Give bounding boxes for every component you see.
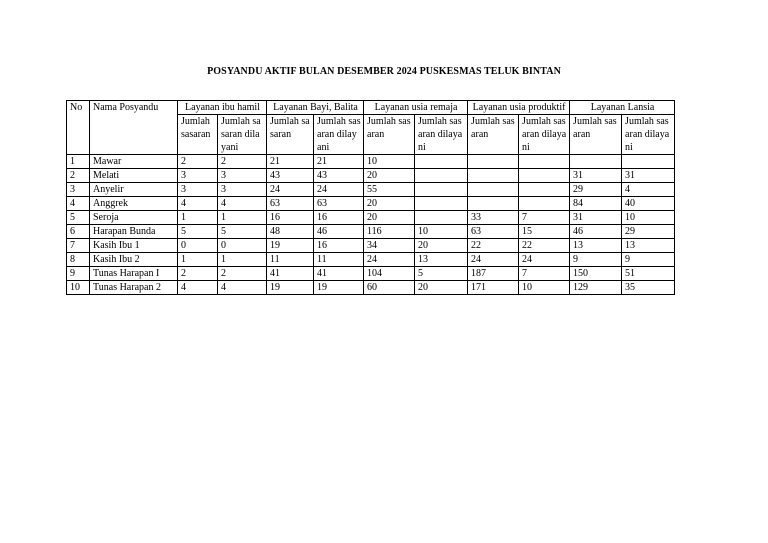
table-cell — [570, 155, 622, 169]
table-cell: 19 — [267, 281, 314, 295]
table-cell: 7 — [519, 211, 570, 225]
table-cell — [415, 211, 468, 225]
table-cell: 1 — [218, 253, 267, 267]
table-cell: 84 — [570, 197, 622, 211]
table-cell: 31 — [622, 169, 675, 183]
table-cell: 20 — [415, 239, 468, 253]
table-cell: 4 — [178, 197, 218, 211]
table-cell: 19 — [314, 281, 364, 295]
table-cell: 40 — [622, 197, 675, 211]
table-cell: 9 — [570, 253, 622, 267]
table-cell: Melati — [90, 169, 178, 183]
table-cell: 1 — [218, 211, 267, 225]
table-cell: 20 — [415, 281, 468, 295]
table-cell: 46 — [570, 225, 622, 239]
subheader-jumlah-sasaran: Jumlah sasaran — [267, 115, 314, 155]
table-row — [67, 225, 675, 239]
header-layanan-usia-remaja: Layanan usia remaja — [364, 101, 468, 115]
table-cell: 5 — [178, 225, 218, 239]
table-cell: 63 — [468, 225, 519, 239]
header-layanan-usia-produktif: Layanan usia produktif — [468, 101, 570, 115]
table-cell: 22 — [468, 239, 519, 253]
header-layanan-lansia: Layanan Lansia — [570, 101, 675, 115]
table-cell: 150 — [570, 267, 622, 281]
table-cell: 2 — [218, 155, 267, 169]
subheader-jumlah-sasaran-dilayani: Jumlah sasaran dilayani — [415, 115, 468, 155]
header-row-groups — [67, 101, 675, 115]
table-cell: Seroja — [90, 211, 178, 225]
table-cell — [519, 155, 570, 169]
table-row — [67, 267, 675, 281]
table-cell: 0 — [178, 239, 218, 253]
table-cell: 3 — [67, 183, 90, 197]
table-row — [67, 239, 675, 253]
table-cell: 29 — [570, 183, 622, 197]
table-row — [67, 253, 675, 267]
subheader-jumlah-sasaran: Jumlah sasaran — [178, 115, 218, 155]
table-cell: 13 — [622, 239, 675, 253]
table-cell — [468, 183, 519, 197]
table-cell: 20 — [364, 211, 415, 225]
posyandu-table — [66, 100, 675, 295]
table-cell: 34 — [364, 239, 415, 253]
table-cell: 19 — [267, 239, 314, 253]
subheader-jumlah-sasaran: Jumlah sasaran — [570, 115, 622, 155]
table-cell: 35 — [622, 281, 675, 295]
table-cell: 7 — [519, 267, 570, 281]
table-cell: 13 — [570, 239, 622, 253]
subheader-jumlah-sasaran-dilayani: Jumlah sasaran dilayani — [314, 115, 364, 155]
table-cell: 187 — [468, 267, 519, 281]
table-cell: 5 — [67, 211, 90, 225]
table-cell: 16 — [314, 211, 364, 225]
table-cell: 16 — [267, 211, 314, 225]
table-cell: 10 — [622, 211, 675, 225]
table-cell: 116 — [364, 225, 415, 239]
table-cell: 3 — [178, 169, 218, 183]
table-cell: 4 — [622, 183, 675, 197]
table-cell — [415, 169, 468, 183]
header-no: No — [67, 101, 90, 155]
table-cell: 63 — [314, 197, 364, 211]
table-row — [67, 281, 675, 295]
table-cell — [519, 183, 570, 197]
table-cell: 20 — [364, 169, 415, 183]
table-cell: Harapan Bunda — [90, 225, 178, 239]
table-cell: 16 — [314, 239, 364, 253]
table-cell — [519, 197, 570, 211]
table-cell: 24 — [364, 253, 415, 267]
table-cell: Anggrek — [90, 197, 178, 211]
table-row — [67, 211, 675, 225]
table-cell: 22 — [519, 239, 570, 253]
table-row — [67, 155, 675, 169]
table-cell: 43 — [267, 169, 314, 183]
table-cell: 24 — [267, 183, 314, 197]
table-cell: 41 — [314, 267, 364, 281]
table-cell: 4 — [218, 197, 267, 211]
table-cell: 10 — [415, 225, 468, 239]
table-cell: 21 — [314, 155, 364, 169]
table-cell: Tunas Harapan I — [90, 267, 178, 281]
table-cell: 4 — [178, 281, 218, 295]
table-cell — [519, 169, 570, 183]
subheader-jumlah-sasaran: Jumlah sasaran — [364, 115, 415, 155]
table-cell — [622, 155, 675, 169]
table-cell: 11 — [314, 253, 364, 267]
table-cell: 11 — [267, 253, 314, 267]
page-title: POSYANDU AKTIF BULAN DESEMBER 2024 PUSKESMAS TELUK BINTAN — [207, 66, 561, 77]
table-cell: Tunas Harapan 2 — [90, 281, 178, 295]
table-cell: 13 — [415, 253, 468, 267]
table-row — [67, 169, 675, 183]
table-cell: 10 — [364, 155, 415, 169]
table-cell: 63 — [267, 197, 314, 211]
table-body — [67, 155, 675, 295]
table-cell: 31 — [570, 211, 622, 225]
table-row — [67, 197, 675, 211]
table-cell: 51 — [622, 267, 675, 281]
table-cell: 48 — [267, 225, 314, 239]
table-cell: 10 — [67, 281, 90, 295]
table-cell: 24 — [468, 253, 519, 267]
table-cell: 6 — [67, 225, 90, 239]
table-cell: 2 — [178, 155, 218, 169]
table-cell: 1 — [67, 155, 90, 169]
subheader-jumlah-sasaran: Jumlah sasaran — [468, 115, 519, 155]
table-cell: 8 — [67, 253, 90, 267]
subheader-jumlah-sasaran-dilayani: Jumlah sasaran dilayani — [218, 115, 267, 155]
table-cell: 1 — [178, 211, 218, 225]
table-cell: 2 — [67, 169, 90, 183]
table-cell: 24 — [519, 253, 570, 267]
table-cell: 15 — [519, 225, 570, 239]
table-cell: 33 — [468, 211, 519, 225]
table-cell: 0 — [218, 239, 267, 253]
table-cell: 2 — [218, 267, 267, 281]
table-cell — [468, 197, 519, 211]
table-cell: 3 — [218, 169, 267, 183]
subheader-jumlah-sasaran-dilayani: Jumlah sasaran dilayani — [519, 115, 570, 155]
table-cell: 7 — [67, 239, 90, 253]
table-cell: 3 — [178, 183, 218, 197]
header-layanan-ibu-hamil: Layanan ibu hamil — [178, 101, 267, 115]
table-cell: 1 — [178, 253, 218, 267]
table-cell: 5 — [218, 225, 267, 239]
table-cell: 4 — [67, 197, 90, 211]
table-cell: 31 — [570, 169, 622, 183]
table-cell — [415, 197, 468, 211]
table-cell: 46 — [314, 225, 364, 239]
subheader-jumlah-sasaran-dilayani: Jumlah sasaran dilayani — [622, 115, 675, 155]
table-cell: 10 — [519, 281, 570, 295]
table-cell: 9 — [622, 253, 675, 267]
table-cell: 21 — [267, 155, 314, 169]
table-cell: 4 — [218, 281, 267, 295]
table-cell: 29 — [622, 225, 675, 239]
table-cell — [468, 169, 519, 183]
table-cell: 55 — [364, 183, 415, 197]
table-cell: 104 — [364, 267, 415, 281]
table-cell: 5 — [415, 267, 468, 281]
table-row — [67, 183, 675, 197]
table-cell — [415, 155, 468, 169]
table-cell: 129 — [570, 281, 622, 295]
table-cell: Anyelir — [90, 183, 178, 197]
table-cell: 41 — [267, 267, 314, 281]
table-cell: 3 — [218, 183, 267, 197]
table-cell: Mawar — [90, 155, 178, 169]
table-cell: 43 — [314, 169, 364, 183]
table-cell: 20 — [364, 197, 415, 211]
header-nama-posyandu: Nama Posyandu — [90, 101, 178, 155]
table-cell: 2 — [178, 267, 218, 281]
table-cell: 171 — [468, 281, 519, 295]
header-layanan-bayi-balita: Layanan Bayi, Balita — [267, 101, 364, 115]
table-cell: Kasih Ibu 2 — [90, 253, 178, 267]
table-cell: 24 — [314, 183, 364, 197]
table-cell: Kasih Ibu 1 — [90, 239, 178, 253]
table-cell — [415, 183, 468, 197]
table-cell: 9 — [67, 267, 90, 281]
table-cell — [468, 155, 519, 169]
table-cell: 60 — [364, 281, 415, 295]
